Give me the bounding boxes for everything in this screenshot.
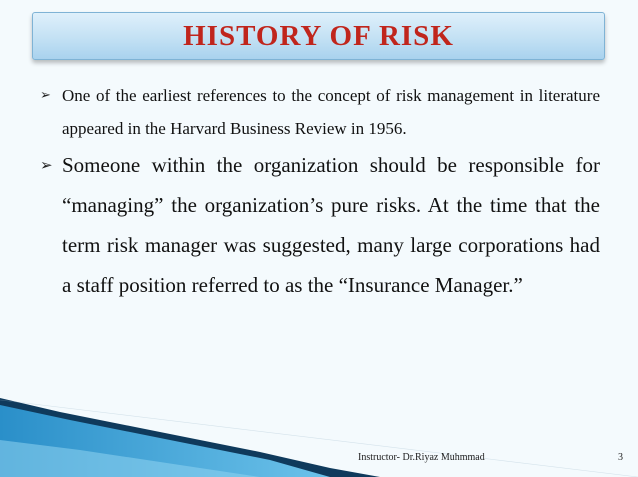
bullet-text-2: Someone within the organization should be responsible for “managing” the organization’s pure risks. At the time that the term risk manager was suggested, many large corporations had a staff position referred to as the “Insurance Manager.”: [62, 153, 600, 297]
page-number: 3: [618, 452, 623, 463]
arrow-bullet-icon: ➢: [40, 156, 53, 174]
bullet-item-2: [40, 145, 600, 305]
slide-body: [40, 80, 600, 305]
arrow-bullet-icon: ➢: [40, 88, 51, 103]
bullet-text-1: One of the earliest references to the concept of risk management in literature appeared in the Harvard Business Review in 1956.: [62, 86, 600, 138]
bullet-item-1: [40, 80, 600, 145]
title-box: [32, 12, 605, 60]
footer-instructor: Instructor- Dr.Riyaz Muhmmad: [358, 452, 485, 463]
slide-title: HISTORY OF RISK: [183, 19, 454, 52]
